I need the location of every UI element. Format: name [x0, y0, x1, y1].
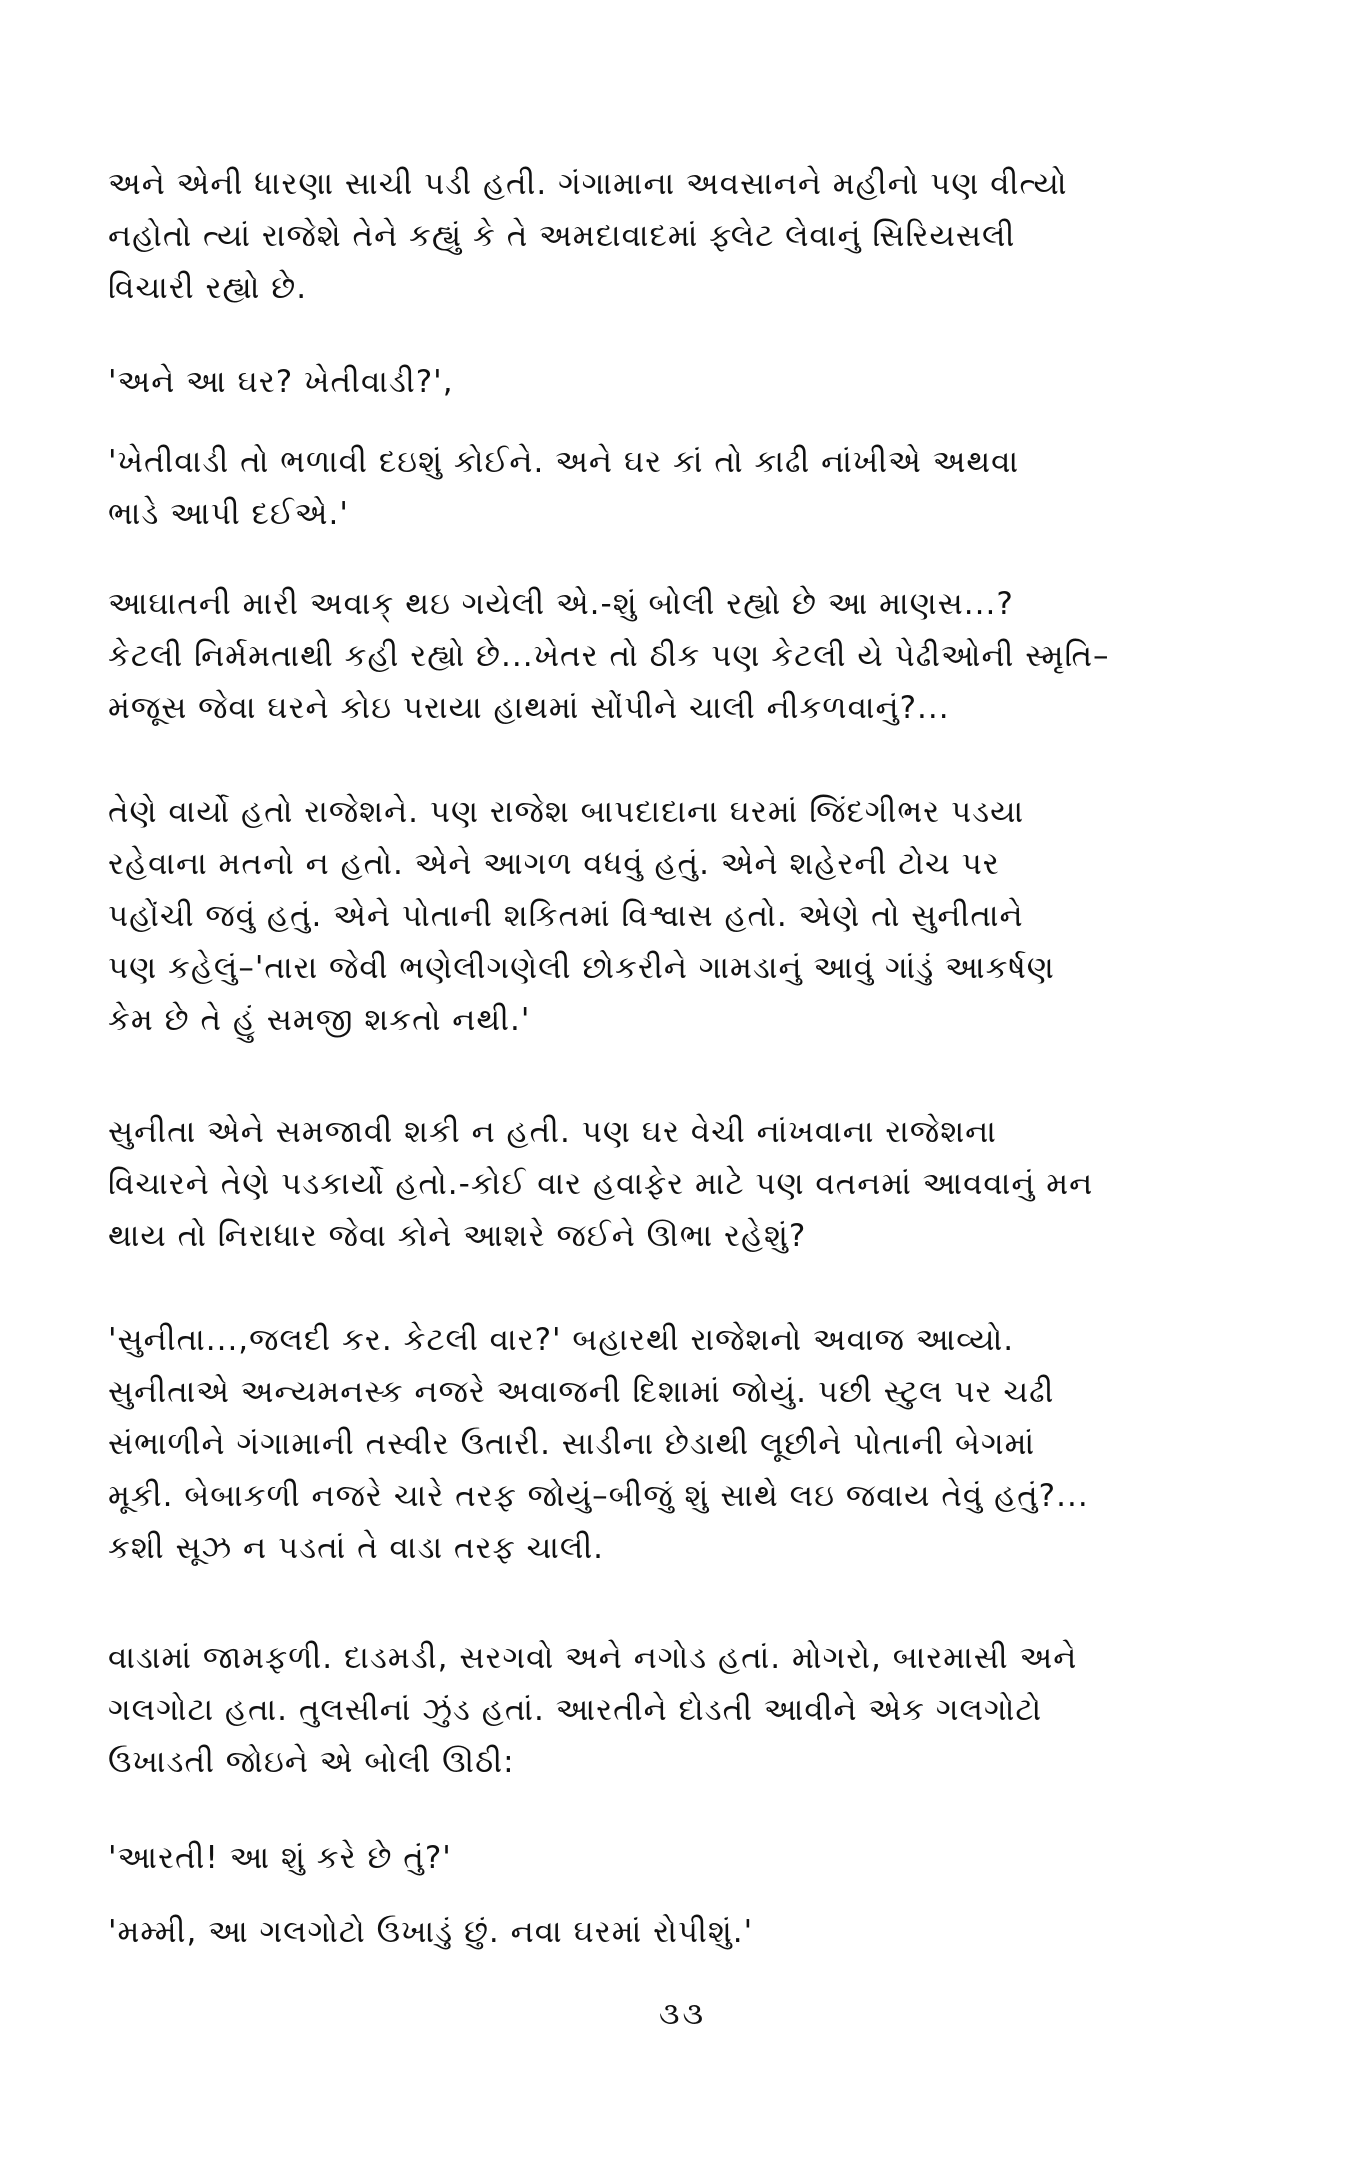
paragraph-8	[108, 1632, 1253, 1788]
text-line: 'મમ્મી, આ ગલગોટો ઉખાડું છું. નવા ઘરમાં રોપીશું.'	[108, 1914, 754, 1950]
text-line: રહેવાના મતનો ન હતો. એને આગળ વધવું હતું. એને શહેરની ટોચ પર	[108, 846, 1000, 882]
text-line: 'અને આ ઘર? ખેતીવાડી?',	[108, 364, 454, 400]
text-line: વિચારી રહ્યો છે.	[108, 270, 308, 306]
text-line: અને એની ધારણા સાચી પડી હતી. ગંગામાના અવસાનને મહીનો પણ વીત્યો	[108, 166, 1068, 202]
text-line: કશી સૂઝ ન પડતાં તે વાડા તરફ ચાલી.	[108, 1530, 605, 1566]
text-line: ભાડે આપી દઈએ.'	[108, 496, 349, 532]
paragraph-9	[108, 1832, 1253, 1884]
paragraph-4	[108, 578, 1253, 734]
text-line: મંજૂસ જેવા ઘરને કોઇ પરાયા હાથમાં સોંપીને ચાલી નીકળવાનું?...	[108, 690, 950, 726]
text-line: પહોંચી જવું હતું. એને પોતાની શકિતમાં વિશ્વાસ હતો. એણે તો સુનીતાને	[108, 898, 1024, 934]
text-line: 'ખેતીવાડી તો ભળાવી દઇશું કોઈને. અને ઘર કાં તો કાઢી નાંખીએ અથવા	[108, 444, 1020, 480]
text-line: વિચારને તેણે પડકાર્યો હતો.-કોઈ વાર હવાફેર માટે પણ વતનમાં આવવાનું મન	[108, 1166, 1094, 1202]
text-line: મૂકી. બેબાકળી નજરે ચારે તરફ જોયું–બીજું શું સાથે લઇ જવાય તેવું હતું?...	[108, 1478, 1089, 1514]
paragraph-5	[108, 786, 1253, 1046]
text-line: કેમ છે તે હું સમજી શકતો નથી.'	[108, 1002, 531, 1038]
paragraph-2	[108, 356, 1253, 408]
text-line: ઉખાડતી જોઇને એ બોલી ઊઠી:	[108, 1744, 515, 1780]
text-line: સંભાળીને ગંગામાની તસ્વીર ઉતારી. સાડીના છેડાથી લૂછીને પોતાની બેગમાં	[108, 1426, 1036, 1462]
page-number: ૩૩	[658, 1996, 707, 2032]
text-line: ગલગોટા હતા. તુલસીનાં ઝુંડ હતાં. આરતીને દોડતી આવીને એક ગલગોટો	[108, 1692, 1043, 1728]
text-line: 'આરતી! આ શું કરે છે તું?'	[108, 1840, 452, 1876]
text-line: સુનીતાએ અન્યમનસ્ક નજરે અવાજની દિશામાં જોયું. પછી સ્ટુલ પર ચઢી	[108, 1374, 1055, 1410]
paragraph-7	[108, 1314, 1253, 1574]
paragraph-6	[108, 1106, 1253, 1262]
text-line: પણ કહેલું–'તારા જેવી ભણેલીગણેલી છોકરીને ગામડાનું આવું ગાંડું આકર્ષણ	[108, 950, 1055, 986]
text-line: વાડામાં જામફળી. દાડમડી, સરગવો અને નગોડ હતાં. મોગરો, બારમાસી અને	[108, 1640, 1078, 1676]
text-line: તેણે વાર્યો હતો રાજેશને. પણ રાજેશ બાપદાદાના ઘરમાં જિંદગીભર પડયા	[108, 794, 1025, 830]
paragraph-10	[108, 1906, 1253, 1958]
text-line: નહોતો ત્યાં રાજેશે તેને કહ્યું કે તે અમદાવાદમાં ફ્લેટ લેવાનું સિરિયસલી	[108, 218, 1016, 254]
text-line: કેટલી નિર્મમતાથી કહી રહ્યો છે...ખેતર તો ઠીક પણ કેટલી યે પેઢીઓની સ્મૃતિ–	[108, 638, 1110, 674]
text-line: થાય તો નિરાધાર જેવા કોને આશરે જઈને ઊભા રહેશું?	[108, 1218, 807, 1254]
text-line: 'સુનીતા...,જલદી કર. કેટલી વાર?' બહારથી રાજેશનો અવાજ આવ્યો.	[108, 1322, 1015, 1358]
text-line: સુનીતા એને સમજાવી શકી ન હતી. પણ ઘર વેચી નાંખવાના રાજેશના	[108, 1114, 997, 1150]
paragraph-1	[108, 158, 1253, 314]
paragraph-3	[108, 436, 1253, 540]
text-line: આઘાતની મારી અવાક્ થઇ ગયેલી એ.-શું બોલી રહ્યો છે આ માણસ...?	[108, 586, 1014, 622]
